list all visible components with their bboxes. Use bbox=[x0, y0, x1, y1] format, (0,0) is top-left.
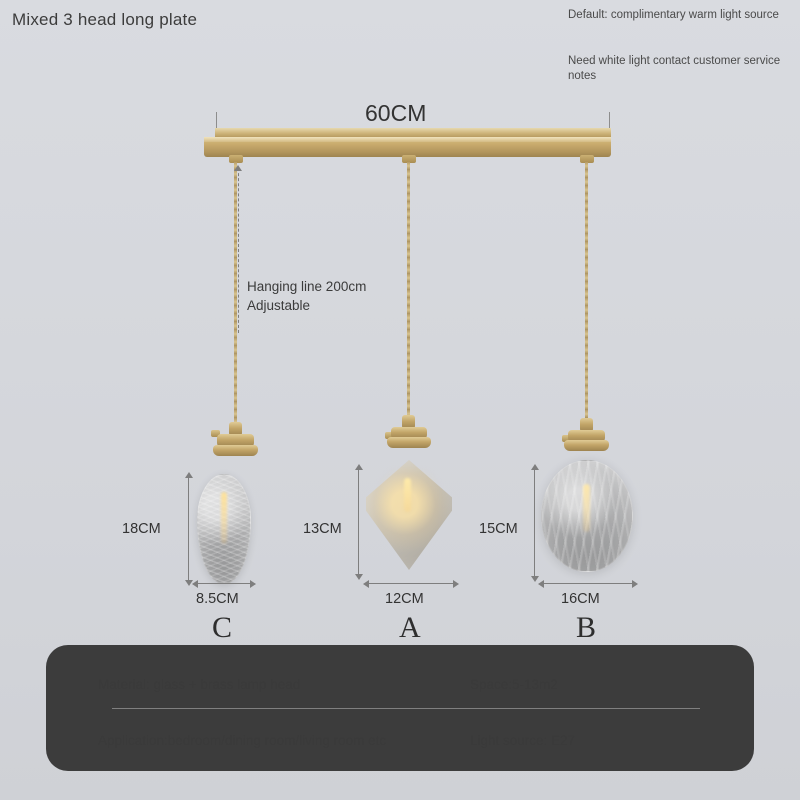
lamp-c-filament bbox=[221, 492, 227, 544]
lamp-b-width-arrow-right bbox=[632, 580, 638, 588]
lamp-b-height-line bbox=[534, 470, 535, 576]
lamp-c-width-arrow-left bbox=[192, 580, 198, 588]
bar-width-label: 60CM bbox=[365, 100, 427, 126]
lamp-a-width-arrow-right bbox=[453, 580, 459, 588]
cord-lamp-c bbox=[234, 162, 237, 424]
lamp-a-letter: A bbox=[399, 611, 421, 644]
hanging-line-guide bbox=[238, 168, 239, 333]
spec-divider bbox=[112, 708, 700, 709]
bar-tick-right bbox=[609, 112, 610, 128]
spec-panel bbox=[46, 645, 754, 771]
lamp-c-letter: C bbox=[212, 611, 233, 644]
lamp-a-width-line bbox=[368, 583, 454, 584]
canopy-plate-top bbox=[215, 128, 611, 137]
lamp-a-height-label: 13CM bbox=[303, 521, 342, 537]
lamp-c-width-arrow-right bbox=[250, 580, 256, 588]
lamp-c-height-arrow-top bbox=[185, 472, 193, 478]
lamp-b-filament bbox=[583, 484, 590, 532]
lamp-c-height-label: 18CM bbox=[122, 521, 161, 537]
spec-space: Space:5-13m2 bbox=[470, 677, 558, 692]
lamp-c-width-line bbox=[197, 583, 251, 584]
lamp-a-width-arrow-left bbox=[363, 580, 369, 588]
note-default-light: Default: complimentary warm light source bbox=[568, 9, 779, 21]
hanging-line-label bbox=[247, 277, 366, 315]
lamp-a-socket-lower bbox=[387, 437, 431, 448]
lamp-b-letter: B bbox=[576, 611, 597, 644]
note-white-light: Need white light contact customer service notes bbox=[568, 55, 781, 82]
lamp-a-height-arrow-top bbox=[355, 464, 363, 470]
lamp-a-height-line bbox=[358, 470, 359, 574]
cord-lamp-b bbox=[585, 162, 588, 420]
hanging-line-text-1: Hanging line 200cm bbox=[247, 279, 367, 294]
cord-lamp-a bbox=[407, 162, 410, 417]
lamp-a-width-label: 12CM bbox=[385, 591, 424, 607]
lamp-b-socket-lower bbox=[564, 440, 609, 451]
spec-material: Material: glass + brass lamp head bbox=[98, 677, 301, 692]
lamp-a-height-arrow-bottom bbox=[355, 574, 363, 580]
bar-tick-left bbox=[216, 112, 217, 128]
lamp-b-width-arrow-left bbox=[538, 580, 544, 588]
lamp-c-height-line bbox=[188, 478, 189, 580]
hanging-line-text-2: Adjustable bbox=[247, 298, 311, 313]
lamp-c-width-label: 8.5CM bbox=[196, 591, 239, 607]
spec-application: Application:bedroom/dining room/living room etc bbox=[98, 733, 387, 748]
spec-light-source: Light source: E27 bbox=[470, 733, 576, 748]
lamp-a-filament bbox=[404, 478, 411, 512]
page-title: Mixed 3 head long plate bbox=[12, 10, 198, 29]
lamp-b-width-label: 16CM bbox=[561, 591, 600, 607]
lamp-c-socket-lower bbox=[213, 445, 258, 456]
lamp-b-height-arrow-top bbox=[531, 464, 539, 470]
lamp-b-width-line bbox=[543, 583, 633, 584]
lamp-b-height-label: 15CM bbox=[479, 521, 518, 537]
canopy-plate-body bbox=[204, 137, 611, 157]
